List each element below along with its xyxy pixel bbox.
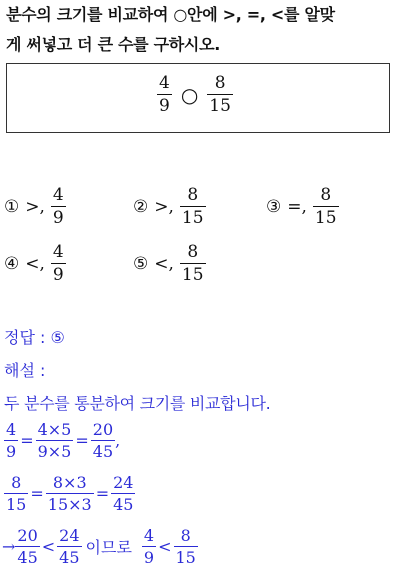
- left-fraction: [157, 74, 172, 115]
- option-4-denominator: 9: [52, 264, 64, 285]
- option-1-symbol: >,: [25, 196, 45, 217]
- answer-value: ⑤: [50, 328, 65, 347]
- option-2-symbol: >,: [154, 196, 174, 217]
- eq2-fraction-a: $\frac{8}{15}$: [6, 473, 27, 514]
- option-3-numerator: 8: [320, 185, 332, 205]
- option-3-denominator: 15: [314, 207, 337, 228]
- answer-label: 정답 :: [4, 328, 51, 347]
- less-than-sign: <: [158, 537, 172, 557]
- eq3-fraction-a: $\frac{20}{45}$: [17, 526, 38, 567]
- option-3-marker: ③: [266, 196, 282, 217]
- option-3[interactable]: [266, 186, 339, 227]
- option-2-denominator: 15: [181, 207, 204, 228]
- option-1-fraction: [51, 186, 66, 227]
- option-2[interactable]: [133, 186, 206, 227]
- eq2-fraction-b: $\frac{8\times 3}{15\times 3}$: [47, 473, 92, 514]
- comparison-circle[interactable]: ○: [180, 82, 199, 107]
- explanation-text: 두 분수를 통분하여 크기를 비교합니다.: [4, 394, 271, 413]
- right-numerator: 8: [214, 73, 226, 93]
- option-5-marker: ⑤: [133, 253, 149, 274]
- option-5-numerator: 8: [187, 242, 199, 262]
- option-2-numerator: 8: [187, 185, 199, 205]
- option-1-numerator: 4: [52, 185, 64, 205]
- option-5-symbol: <,: [154, 253, 174, 274]
- question-line-2: 게 써넣고 더 큰 수를 구하시오.: [6, 35, 221, 54]
- answer-line: [4, 327, 65, 349]
- eq1-fraction-a: $\frac{4}{9}$: [6, 420, 17, 461]
- eq3-fraction-c: $\frac{4}{9}$: [143, 526, 155, 567]
- option-5[interactable]: [133, 243, 206, 284]
- equals-sign: =: [20, 431, 34, 451]
- left-numerator: 4: [159, 73, 170, 93]
- therefore-word: 이므로: [85, 538, 132, 558]
- question-line-1: 분수의 크기를 비교하여 ○안에 >, =, <를 알맞: [6, 5, 335, 24]
- less-than-sign: <: [41, 537, 56, 557]
- right-denominator: 15: [209, 95, 231, 116]
- equation-3: [2, 527, 198, 566]
- option-4-symbol: <,: [25, 253, 45, 274]
- equation-1: [4, 421, 120, 460]
- eq2-fraction-c: $\frac{24}{45}$: [113, 473, 134, 514]
- option-4[interactable]: [4, 243, 66, 284]
- equation-2: [4, 474, 135, 513]
- option-4-numerator: 4: [52, 242, 64, 262]
- option-4-fraction: [51, 243, 66, 284]
- option-4-marker: ④: [4, 253, 20, 274]
- comma: ,: [115, 431, 121, 451]
- equals-sign: =: [95, 484, 110, 504]
- option-1-denominator: 9: [52, 207, 64, 228]
- eq1-fraction-b: $\frac{4\times 5}{9\times 5}$: [37, 420, 72, 461]
- equals-sign: =: [30, 484, 44, 504]
- left-denominator: 9: [159, 95, 170, 116]
- equals-sign: =: [75, 431, 89, 451]
- option-1-marker: ①: [4, 196, 20, 217]
- eq1-fraction-c: $\frac{20}{45}$: [92, 420, 114, 461]
- option-3-fraction: [313, 186, 339, 227]
- comparison-box: [6, 63, 390, 133]
- option-5-denominator: 15: [181, 264, 204, 285]
- right-fraction: [207, 74, 233, 115]
- option-5-fraction: [180, 243, 206, 284]
- option-2-marker: ②: [133, 196, 149, 217]
- option-1[interactable]: [4, 186, 66, 227]
- arrow-right-icon: →: [2, 537, 16, 557]
- explanation-label: 해설 :: [4, 361, 46, 380]
- eq3-fraction-d: $\frac{8}{15}$: [175, 526, 196, 567]
- eq3-fraction-b: $\frac{24}{45}$: [59, 526, 80, 567]
- option-3-symbol: =,: [287, 196, 307, 217]
- option-2-fraction: [180, 186, 206, 227]
